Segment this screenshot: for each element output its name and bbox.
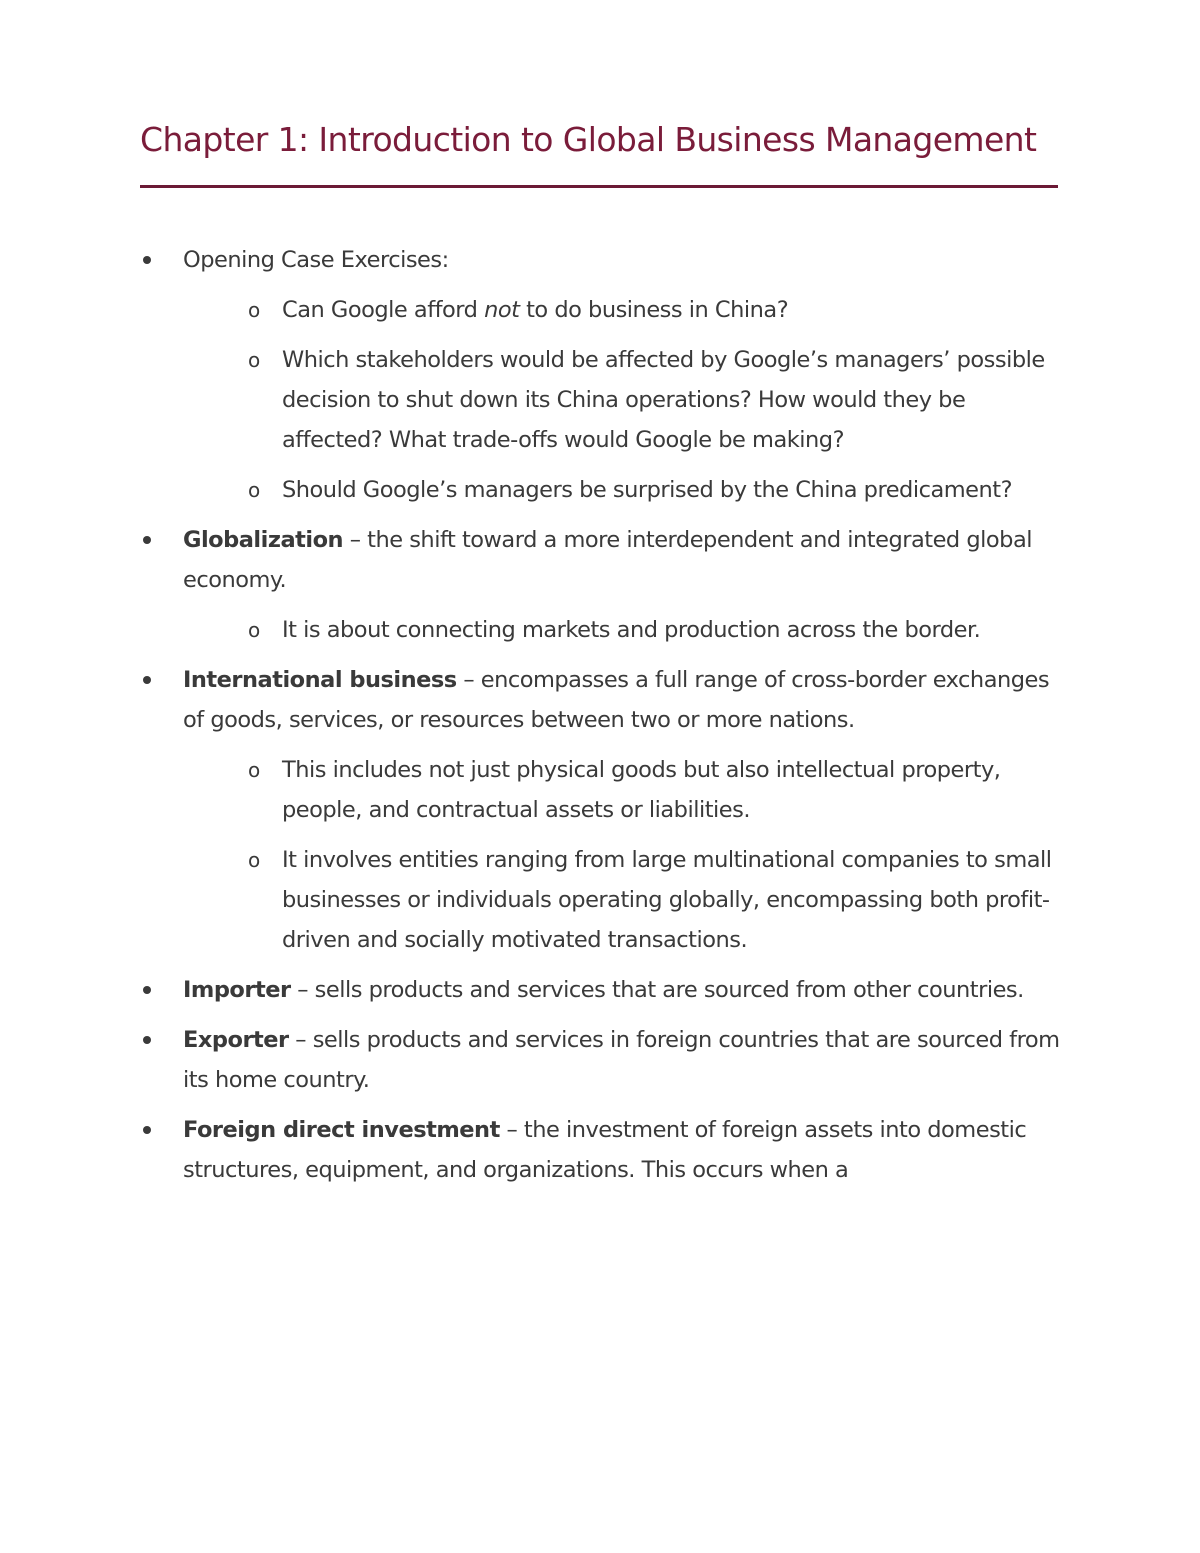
list-item-international-business <box>140 660 1060 740</box>
list-item-globalization <box>140 520 1060 600</box>
definition-text: – sells products and services that are sourced from other countries. <box>290 977 1024 1003</box>
text-part: Can Google afford <box>282 297 485 323</box>
list-item-fdi <box>140 1110 1060 1190</box>
bullet-list <box>140 240 1060 1200</box>
term-label: Importer <box>183 977 291 1003</box>
bullet-icon <box>143 256 151 264</box>
sub-bullet-icon: o <box>248 348 260 372</box>
sub-item-q3 <box>140 470 1060 510</box>
definition-text: – the shift toward a more interdependent and integrated global economy. <box>183 527 1032 593</box>
sub-bullet-icon: o <box>248 618 260 642</box>
sub-bullet-icon: o <box>248 848 260 872</box>
bullet-icon <box>143 536 151 544</box>
text-part: to do business in China? <box>519 297 789 323</box>
bullet-icon <box>143 986 151 994</box>
list-item-importer <box>140 970 1060 1010</box>
sub-item-text: This includes not just physical goods but also intellectual property, people, and contractual assets or liabilities. <box>282 757 1001 823</box>
title-underline <box>140 185 1058 188</box>
term-label: Globalization <box>183 527 344 553</box>
sub-item-q1 <box>140 290 1060 330</box>
sub-item-q2 <box>140 340 1060 460</box>
chapter-title: Chapter 1: Introduction to Global Business Management <box>140 120 1037 159</box>
term-label: International business <box>183 667 457 693</box>
definition-text: – sells products and services in foreign countries that are sourced from its home country. <box>183 1027 1060 1093</box>
sub-bullet-icon: o <box>248 478 260 502</box>
term-label: Exporter <box>183 1027 289 1053</box>
sub-item-text: It is about connecting markets and production across the border. <box>282 617 981 643</box>
sub-item-text: Which stakeholders would be affected by Google’s managers’ possible decision to shut down its China operations? How would they be affected? What trade-offs would Google be making? <box>282 347 1045 453</box>
sub-item-text: Should Google’s managers be surprised by the China predicament? <box>282 477 1013 503</box>
emphasis-text: not <box>484 297 520 323</box>
term-label: Foreign direct investment <box>183 1117 500 1143</box>
bullet-icon <box>143 1126 151 1134</box>
sub-item-text: It involves entities ranging from large multinational companies to small businesses or individuals operating globally, encompassing both profit-driven and socially motivated transactions. <box>282 847 1052 953</box>
list-item-exporter <box>140 1020 1060 1100</box>
definition-text: – encompasses a full range of cross-border exchanges of goods, services, or resources between two or more nations. <box>183 667 1050 733</box>
sub-item-text <box>282 297 788 323</box>
sub-item-globalization-1 <box>140 610 1060 650</box>
list-item-opening-case <box>140 240 1060 280</box>
sub-item-international-2 <box>140 840 1060 960</box>
bullet-icon <box>143 676 151 684</box>
bullet-icon <box>143 1036 151 1044</box>
sub-bullet-icon: o <box>248 298 260 322</box>
definition-text: – the investment of foreign assets into domestic structures, equipment, and organizations. This occurs when a <box>183 1117 1027 1183</box>
sub-bullet-icon: o <box>248 758 260 782</box>
sub-item-international-1 <box>140 750 1060 830</box>
item-text: Opening Case Exercises: <box>183 247 449 273</box>
